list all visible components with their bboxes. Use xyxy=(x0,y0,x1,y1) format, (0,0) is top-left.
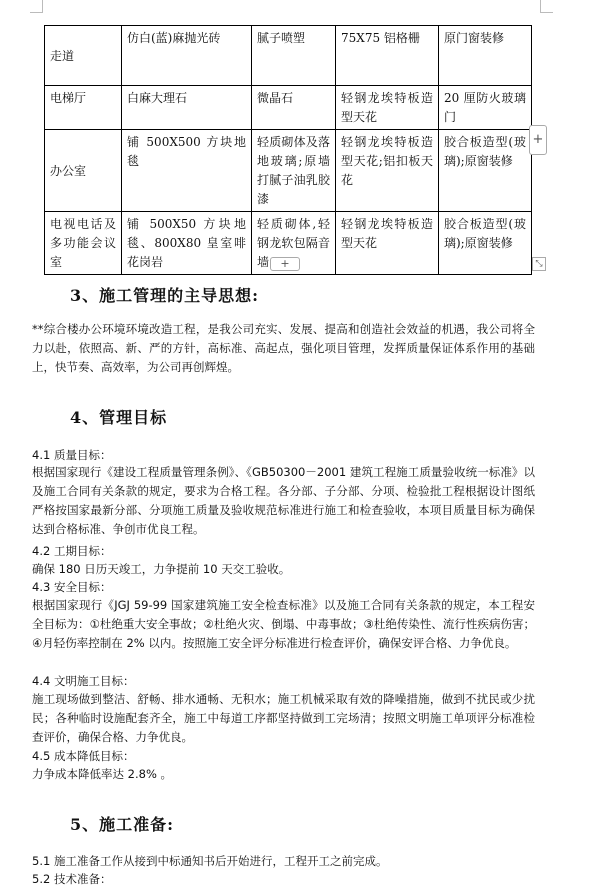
table-cell[interactable]: 轻钢龙埃特板造型天花 xyxy=(336,86,439,130)
paragraph: 5.1 施工准备工作从接到中标通知书后开始进行，工程开工之前完成。 xyxy=(32,854,388,868)
paragraph: 确保 180 日历天竣工，力争提前 10 天交工验收。 xyxy=(32,562,291,576)
subsection-label: 4.1 质量目标： xyxy=(32,448,112,462)
table-cell[interactable]: 白麻大理石 xyxy=(122,86,252,130)
section-heading: 3、施工管理的主导思想: xyxy=(70,286,260,305)
add-row-button[interactable]: + xyxy=(270,257,300,271)
subsection-label: 4.2 工期目标： xyxy=(32,544,112,558)
table-cell[interactable]: 20 厘防火玻璃门 xyxy=(439,86,532,130)
paragraph: 力争成本降低率达 2.8% 。 xyxy=(32,767,173,781)
subsection-label: 4.4 文明施工目标： xyxy=(32,674,135,688)
table-cell[interactable]: 铺 500X50 方块地毯、800X80 皇室啡花岗岩 xyxy=(122,212,252,275)
table-cell[interactable]: 75X75 铝格栅 xyxy=(336,26,439,86)
page-corner-mark xyxy=(540,0,553,13)
table-row xyxy=(45,86,532,130)
paragraph: 根据国家现行《JGJ 59-99 国家建筑施工安全检查标准》以及施工合同有关条款的规定，本工程安全目标为：①杜绝重大安全事故；②杜绝火灾、倒塌、中毒事故；③杜绝传染性、流行性疾病伤害；④月轻伤率控制在 2% 以内。按照施工安全评分标准进行检查评价，确保安评合格、力争优良。 xyxy=(32,598,535,650)
table-cell[interactable]: 原门窗装修 xyxy=(439,26,532,86)
page-corner-mark xyxy=(30,0,43,13)
table-cell[interactable]: 电视电话及多功能会议室 xyxy=(45,212,122,275)
table-cell[interactable]: 胶合板造型(玻璃);原窗装修 xyxy=(439,212,532,275)
table-cell[interactable]: 轻质砌体,轻钢龙软包隔音墙 xyxy=(252,212,336,275)
table-cell[interactable]: 铺 500X500 方块地毯 xyxy=(122,130,252,212)
table-cell[interactable]: 微晶石 xyxy=(252,86,336,130)
table-cell[interactable]: 胶合板造型(玻璃);原窗装修 xyxy=(439,130,532,212)
section-heading: 4、管理目标 xyxy=(70,408,168,427)
table-cell[interactable]: 轻钢龙埃特板造型天花 xyxy=(336,212,439,275)
table-cell[interactable]: 仿白(蓝)麻抛光砖 xyxy=(122,26,252,86)
table-cell[interactable]: 办公室 xyxy=(45,130,122,212)
paragraph: **综合楼办公环境环境改造工程，是我公司充实、发展、提高和创造社会效益的机遇，我公司将全力以赴，依照高、新、严的方针，高标准、高起点，强化项目管理，发挥质量保证体系作用的基础上，快节奏、高效率，为公司再创辉煌。 xyxy=(32,322,535,374)
table-cell[interactable]: 走道 xyxy=(45,26,122,86)
table-cell[interactable]: 腻子喷塑 xyxy=(252,26,336,86)
subsection-label: 4.5 成本降低目标： xyxy=(32,749,135,763)
table-row xyxy=(45,26,532,86)
paragraph: 施工现场做到整洁、舒畅、排水通畅、无积水；施工机械采取有效的降噪措施，做到不扰民或少扰民；各种临时设施配套齐全，施工中每道工序都坚持做到工完场清；按照文明施工单项评分标准检查评价，确保合格、力争优良。 xyxy=(32,692,535,744)
table-row xyxy=(45,130,532,212)
finishes-table xyxy=(44,25,532,275)
table-cell[interactable]: 轻钢龙埃特板造型天花;铝扣板天花 xyxy=(336,130,439,212)
section-heading: 5、施工准备: xyxy=(70,815,175,834)
table-resize-handle[interactable]: ⤡ xyxy=(532,257,546,271)
add-column-button[interactable]: + xyxy=(529,125,547,155)
subsection-label: 4.3 安全目标： xyxy=(32,580,112,594)
table-cell[interactable]: 电梯厅 xyxy=(45,86,122,130)
paragraph: 根据国家现行《建设工程质量管理条例》、《GB50300－2001 建筑工程施工质量验收统一标准》以及施工合同有关条款的规定，要求为合格工程。各分部、子分部、分项、检验批工程根据设计图纸严格按国家最新分部、分项施工质量及验收规范标准进行施工和检查验收，本项目质量目标为确保达到合格标准、争创市优良工程。 xyxy=(32,465,535,536)
table-cell[interactable]: 轻质砌体及落地玻璃;原墙打腻子油乳胶漆 xyxy=(252,130,336,212)
subsection-label: 5.2 技术准备： xyxy=(32,872,112,886)
